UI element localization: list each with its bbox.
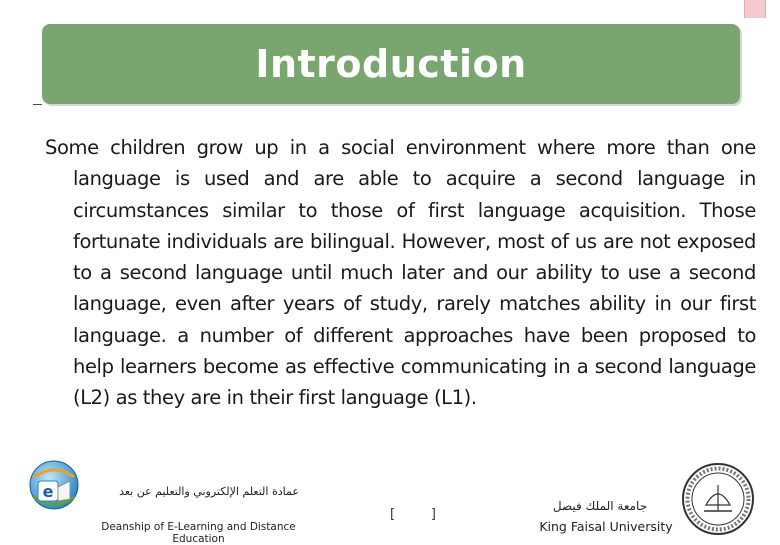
university-english-name: King Faisal University xyxy=(539,519,673,534)
university-arabic-name: جامعة الملك فيصل xyxy=(552,499,648,513)
e-learning-logo-icon xyxy=(28,457,80,517)
divider xyxy=(33,104,42,105)
svg-text:e: e xyxy=(42,482,54,501)
deanship-english-name: Deanship of E-Learning and Distance Education xyxy=(101,521,296,545)
slide-footer xyxy=(0,455,780,545)
title-banner xyxy=(42,24,740,104)
university-seal-icon xyxy=(680,461,756,537)
deanship-arabic-name: عمادة التعلم الإلكتروني والتعليم عن بعد xyxy=(119,485,299,498)
bracket-right: ] xyxy=(430,507,436,522)
bracket-left: [ xyxy=(390,507,396,522)
corner-accent xyxy=(744,0,766,18)
slide-title: Introduction xyxy=(255,42,527,86)
page-number-brackets xyxy=(390,507,436,522)
slide-body-text: Some children grow up in a social environment where more than one language is used and are able to acquire a second language in circumstances similar to those of first language acquisition. Those fortunate individuals are bilingual. However, most of us are not exposed to a second language until much later and our ability to use a second language, even after years of study, rarely matches ability in our first language. a number of different approaches have been proposed to help learners become as effective communicating in a second language (L2) as they are in their first language (L1). xyxy=(45,136,756,410)
